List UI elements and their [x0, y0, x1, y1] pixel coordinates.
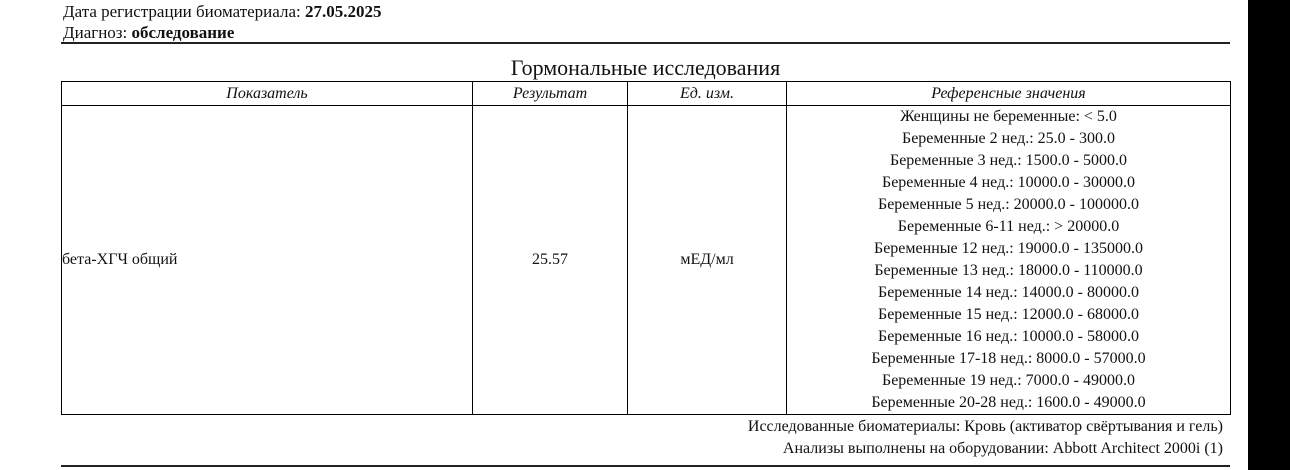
- biomaterials-note: Исследованные биоматериалы: Кровь (активатор свёртывания и гель): [747, 418, 1223, 435]
- column-header-reference: Референсные значения: [787, 82, 1231, 106]
- reference-line: Беременные 13 нед.: 18000.0 - 110000.0: [874, 262, 1143, 279]
- reference-line: Беременные 6-11 нед.: > 20000.0: [897, 218, 1120, 235]
- column-header-unit: Ед. изм.: [628, 82, 787, 106]
- column-header-result: Результат: [473, 82, 628, 106]
- reference-line: Беременные 2 нед.: 25.0 - 300.0: [902, 130, 1115, 147]
- reference-line: Беременные 15 нед.: 12000.0 - 68000.0: [878, 306, 1139, 323]
- indicator-name: бета-ХГЧ общий: [62, 106, 473, 415]
- registration-label: Дата регистрации биоматериала:: [63, 2, 301, 21]
- reference-line: Беременные 12 нед.: 19000.0 - 135000.0: [874, 240, 1143, 257]
- reference-line: Беременные 20-28 нед.: 1600.0 - 49000.0: [871, 394, 1146, 411]
- reference-line: Беременные 17-18 нед.: 8000.0 - 57000.0: [871, 350, 1146, 367]
- reference-line: Женщины не беременные: < 5.0: [900, 108, 1117, 125]
- reference-line: Беременные 3 нед.: 1500.0 - 5000.0: [890, 152, 1127, 169]
- diagnosis-label: Диагноз:: [63, 23, 128, 42]
- window-edge: [1248, 0, 1290, 470]
- section-title: Гормональные исследования: [510, 55, 781, 80]
- results-table: [61, 81, 1231, 415]
- diagnosis-value: обследование: [131, 23, 235, 42]
- reference-line: Беременные 5 нед.: 20000.0 - 100000.0: [878, 196, 1139, 213]
- reference-line: Беременные 16 нед.: 10000.0 - 58000.0: [878, 328, 1139, 345]
- footer-divider: [61, 465, 1230, 467]
- registration-date-line: [63, 2, 381, 22]
- reference-line: Беременные 19 нед.: 7000.0 - 49000.0: [882, 372, 1135, 389]
- column-header-indicator: Показатель: [62, 82, 473, 106]
- reference-line: Беременные 4 нед.: 10000.0 - 30000.0: [882, 174, 1135, 191]
- header-divider: [61, 42, 1230, 44]
- unit-value: мЕД/мл: [628, 106, 787, 415]
- diagnosis-line: [63, 23, 234, 43]
- equipment-note: Анализы выполнены на оборудовании: Abbott Architect 2000i (1): [782, 440, 1223, 457]
- table-header-row: [62, 82, 1231, 106]
- reference-line: Беременные 14 нед.: 14000.0 - 80000.0: [878, 284, 1139, 301]
- reference-values: [787, 106, 1231, 415]
- registration-date: 27.05.2025: [304, 2, 382, 21]
- result-value: 25.57: [473, 106, 628, 415]
- table-row: [62, 106, 1231, 415]
